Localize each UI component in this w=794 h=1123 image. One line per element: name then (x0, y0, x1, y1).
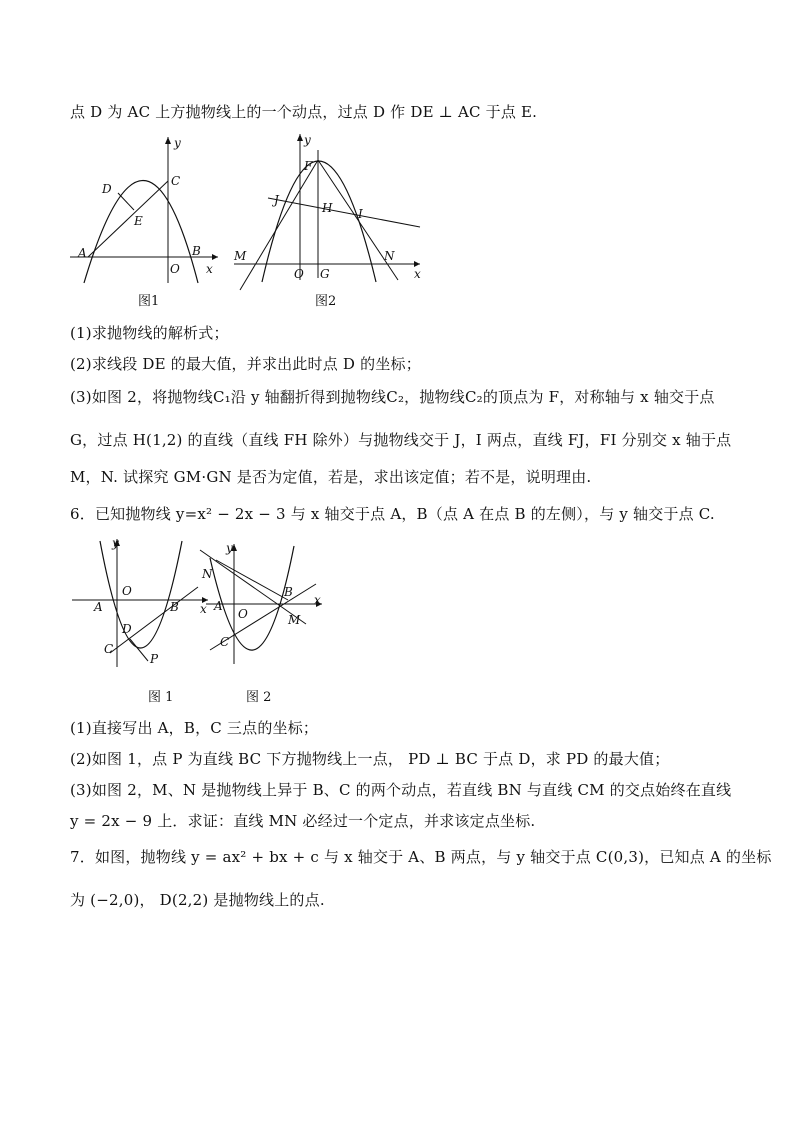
q5-part-3-line-b: G，过点 H(1,2) 的直线（直线 FH 除外）与抛物线交于 J，I 两点，直线 FJ，FI 分别交 x 轴于点 (70, 431, 732, 449)
q6-figure-2-caption: 图 2 (246, 690, 272, 705)
q6f1-o-label: O (122, 584, 132, 598)
q6f1-y-label: y (112, 536, 119, 550)
q6-statement: 6．已知抛物线 y=x² − 2x − 3 与 x 轴交于点 A，B（点 A 在点 B 的左侧），与 y 轴交于点 C. (70, 505, 715, 523)
fig1-c-label: C (171, 174, 181, 188)
q6-part-1: (1)直接写出 A，B，C 三点的坐标； (70, 719, 319, 737)
q6-figure-1-caption: 图 1 (148, 690, 174, 705)
fig2-x-label: x (414, 267, 421, 281)
fig2-f-label: F (304, 159, 313, 173)
q5-figure-1 (70, 133, 220, 293)
q5-part-1: (1)求抛物线的解析式； (70, 324, 229, 342)
fig2-i-label: I (358, 207, 363, 221)
fig2-g-label: G (320, 267, 330, 281)
fig1-o-label: O (170, 262, 180, 276)
q5-figure-2-caption: 图2 (315, 294, 337, 309)
q6-part-3-line-a: (3)如图 2，M、N 是抛物线上异于 B、C 的两个动点，若直线 BN 与直线 CM 的交点始终在直线 (70, 781, 732, 799)
fig1-e-label: E (134, 214, 143, 228)
fig2-y-label: y (304, 133, 311, 147)
fig1-b-label: B (192, 244, 201, 258)
q6-figure-1 (70, 535, 210, 670)
fig2-h-label: H (322, 201, 333, 215)
q7-statement-line-b: 为 (−2,0)， D(2,2) 是抛物线上的点. (70, 891, 325, 909)
q6f2-o-label: O (238, 607, 248, 621)
q7-statement-line-a: 7．如图，抛物线 y = ax² + bx + c 与 x 轴交于 A、B 两点，与 y 轴交于点 C(0,3)，已知点 A 的坐标 (70, 848, 772, 866)
intro-line: 点 D 为 AC 上方抛物线上的一个动点，过点 D 作 DE ⊥ AC 于点 E. (70, 103, 538, 121)
q6f2-x-label: x (314, 593, 321, 607)
q6f2-m-label: M (288, 613, 301, 627)
fig1-d-label: D (102, 182, 112, 196)
fig1-x-label: x (206, 262, 213, 276)
fig2-j-label: J (274, 193, 279, 207)
q6f2-y-label: y (226, 541, 233, 555)
q6f1-p-label: P (150, 652, 159, 666)
q5-part-3-line-c: M，N. 试探究 GM·GN 是否为定值，若是，求出该定值；若不是，说明理由. (70, 468, 592, 486)
q6f2-a-label: A (214, 599, 223, 613)
q6-part-3-line-b: y = 2x − 9 上．求证：直线 MN 必经过一个定点，并求该定点坐标. (70, 812, 536, 830)
fig1-a-label: A (78, 246, 87, 260)
q6f1-c-label: C (104, 642, 114, 656)
q5-part-3-line-a: (3)如图 2，将抛物线C₁沿 y 轴翻折得到抛物线C₂，抛物线C₂的顶点为 F，对称轴与 x 轴交于点 (70, 388, 715, 406)
fig1-y-label: y (174, 136, 181, 150)
q5-figure-1-caption: 图1 (138, 294, 160, 309)
q5-figure-2 (230, 130, 430, 295)
q6f1-x-label: x (200, 602, 207, 616)
q6f1-b-label: B (170, 600, 179, 614)
q6f2-n-label: N (202, 567, 213, 581)
q6f1-d-label: D (122, 622, 132, 636)
q6-figure-2 (196, 538, 326, 668)
q6f2-c-label: C (220, 635, 230, 649)
q6-part-2: (2)如图 1，点 P 为直线 BC 下方抛物线上一点， PD ⊥ BC 于点 D，求 PD 的最大值； (70, 750, 670, 768)
fig2-o-label: O (294, 267, 304, 281)
q6f2-b-label: B (284, 585, 293, 599)
fig2-m-label: M (234, 249, 247, 263)
fig2-n-label: N (384, 249, 395, 263)
q5-part-2: (2)求线段 DE 的最大值，并求出此时点 D 的坐标； (70, 355, 421, 373)
q6f1-a-label: A (94, 600, 103, 614)
